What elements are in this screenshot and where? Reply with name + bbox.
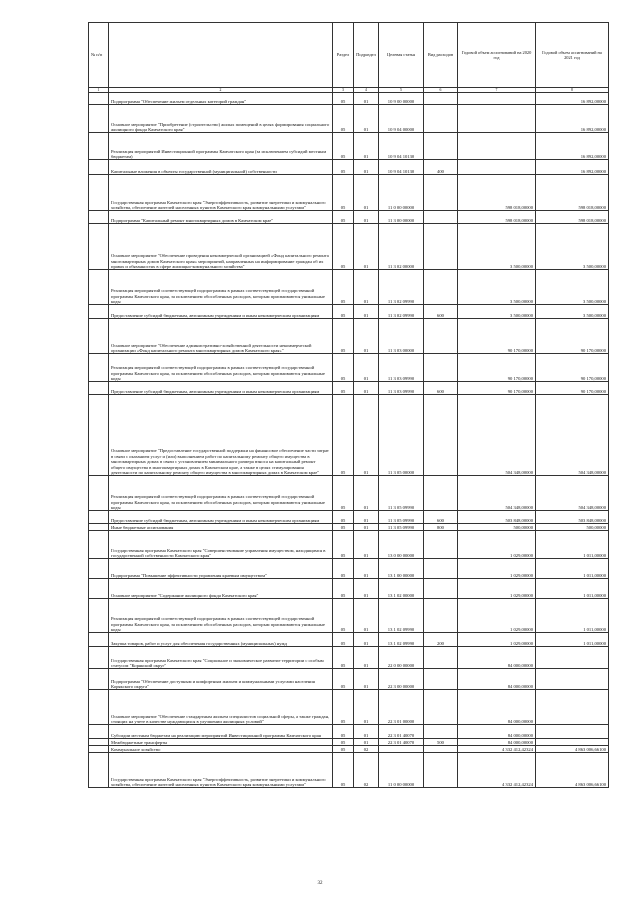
page-number: 32 (317, 881, 323, 886)
row-amount-2020: 598 018,00000 (458, 175, 536, 211)
table-row (89, 739, 609, 746)
row-subsection: 01 (354, 690, 379, 725)
row-amount-2020 (458, 160, 536, 175)
table-row (89, 224, 609, 270)
row-expense-type (424, 647, 458, 669)
row-number (89, 511, 109, 524)
row-subsection: 02 (354, 753, 379, 788)
col-number: 8 (536, 88, 609, 93)
row-amount-2021 (536, 725, 609, 739)
row-subsection: 01 (354, 476, 379, 511)
row-name: Субсидии местным бюджетам на реализацию мероприятий Инвестиционной программы Камчатского края (109, 725, 333, 739)
row-section: 05 (333, 739, 354, 746)
row-amount-2020: 4 332 412,42324 (458, 753, 536, 788)
row-number (89, 647, 109, 669)
row-subsection: 01 (354, 382, 379, 395)
row-target-article: 11 3 05 09990 (379, 476, 424, 511)
table-row (89, 395, 609, 476)
table-row (89, 746, 609, 753)
header-expense-type: Вид расходов (424, 23, 458, 88)
row-subsection: 01 (354, 725, 379, 739)
row-section: 05 (333, 633, 354, 647)
row-expense-type: 600 (424, 305, 458, 319)
row-target-article: 11 0 00 00000 (379, 175, 424, 211)
row-expense-type (424, 753, 458, 788)
row-subsection: 01 (354, 647, 379, 669)
row-amount-2021 (536, 739, 609, 746)
row-name: Подпрограмма "Повышение эффективности управления краевым имуществом" (109, 559, 333, 579)
col-number: 2 (109, 88, 333, 93)
row-amount-2020: 4 332 412,42324 (458, 746, 536, 753)
row-expense-type (424, 725, 458, 739)
row-amount-2021 (536, 669, 609, 690)
row-number (89, 382, 109, 395)
row-section: 05 (333, 647, 354, 669)
row-amount-2021: 598 018,00000 (536, 175, 609, 211)
row-target-article: 11 3 02 00000 (379, 224, 424, 270)
row-target-article: 13 1 02 09990 (379, 633, 424, 647)
row-name: Иные бюджетные ассигнования (109, 524, 333, 531)
row-name: Реализация мероприятий соответствующей подпрограммы в рамках соответствующей государственной программы Камчатского края, за исключением обособленных расходов, которым присваиваются уникальные коды (109, 270, 333, 305)
table-row (89, 633, 609, 647)
header-name (109, 23, 333, 88)
row-name: Основное мероприятие "Содержание жилищного фонда Камчатского края" (109, 579, 333, 599)
row-number (89, 354, 109, 382)
row-number (89, 725, 109, 739)
row-section: 05 (333, 753, 354, 788)
row-amount-2021: 90 170,00000 (536, 319, 609, 354)
col-number: 6 (424, 88, 458, 93)
row-amount-2020 (458, 93, 536, 105)
row-subsection: 01 (354, 319, 379, 354)
table-row (89, 725, 609, 739)
row-number (89, 224, 109, 270)
table-row (89, 382, 609, 395)
row-target-article: 11 3 05 09990 (379, 524, 424, 531)
row-section: 05 (333, 211, 354, 224)
row-amount-2021: 3 500,00000 (536, 224, 609, 270)
row-amount-2021: 4 863 006,66100 (536, 746, 609, 753)
row-name: Государственная программа Камчатского края "Энергоэффективность, развитие энергетики и коммунального хозяйства, обеспечение жителей населенных пунктов Камчатского края коммунальными услугами" (109, 175, 333, 211)
row-name: Основное мероприятие "Приобретение (строительство) жилых помещений в целях формирования социального жилищного фонда Камчатского края" (109, 105, 333, 133)
row-expense-type (424, 270, 458, 305)
row-section: 05 (333, 395, 354, 476)
row-number (89, 690, 109, 725)
table-row (89, 647, 609, 669)
row-number (89, 305, 109, 319)
row-name: Основное мероприятие "Обеспечение проведения некоммерческой организацией «Фонд капитального ремонта многоквартирных домов Камчатского края» мероприятий, направленных на информирование граждан об их правах и обязанностях в сфере жилищно-коммунального хозяйства" (109, 224, 333, 270)
row-name: Реализация мероприятий Инвестиционной программы Камчатского края (за исключением субсидий местным бюджетам) (109, 133, 333, 160)
row-amount-2021: 1 011,00000 (536, 599, 609, 633)
row-expense-type (424, 476, 458, 511)
table-row (89, 319, 609, 354)
row-subsection: 01 (354, 669, 379, 690)
row-target-article: 11 3 02 09990 (379, 305, 424, 319)
row-target-article: 11 3 02 09990 (379, 270, 424, 305)
header-subsection: Подраздел (354, 23, 379, 88)
row-target-article: 11 3 03 09990 (379, 382, 424, 395)
row-subsection: 01 (354, 531, 379, 559)
row-amount-2021: 4 863 006,66100 (536, 753, 609, 788)
row-subsection: 02 (354, 746, 379, 753)
table-row (89, 690, 609, 725)
row-section: 05 (333, 175, 354, 211)
row-amount-2021: 16 892,00000 (536, 133, 609, 160)
row-amount-2020 (458, 105, 536, 133)
row-amount-2020: 1 029,00000 (458, 559, 536, 579)
row-amount-2020: 90 170,00000 (458, 382, 536, 395)
table-row (89, 476, 609, 511)
row-number (89, 175, 109, 211)
row-name: Государственная программа Камчатского края "Социальное и экономическое развитие территории с особым статусом "Корякский округ" (109, 647, 333, 669)
row-subsection: 01 (354, 160, 379, 175)
row-section: 05 (333, 319, 354, 354)
table-row (89, 669, 609, 690)
table-row (89, 511, 609, 524)
row-expense-type (424, 559, 458, 579)
row-amount-2020: 598 018,00000 (458, 211, 536, 224)
row-number (89, 476, 109, 511)
row-target-article: 10 9 04 10130 (379, 160, 424, 175)
row-number (89, 746, 109, 753)
row-subsection: 01 (354, 133, 379, 160)
row-number (89, 753, 109, 788)
row-expense-type: 500 (424, 739, 458, 746)
row-name: Предоставление субсидий бюджетным, автономным учреждениям и иным некоммерческим организациям (109, 511, 333, 524)
row-subsection: 01 (354, 175, 379, 211)
row-section: 05 (333, 746, 354, 753)
row-name: Подпрограмма "Обеспечение доступным и комфортным жильем и коммунальными услугами населения Корякского округа" (109, 669, 333, 690)
row-amount-2021 (536, 690, 609, 725)
row-amount-2020: 500,00000 (458, 524, 536, 531)
row-target-article: 13 0 00 00000 (379, 531, 424, 559)
row-amount-2020: 84 000,00000 (458, 739, 536, 746)
row-amount-2020: 90 170,00000 (458, 319, 536, 354)
table-row (89, 305, 609, 319)
row-expense-type: 600 (424, 511, 458, 524)
row-section: 05 (333, 690, 354, 725)
row-target-article: 10 9 00 00000 (379, 93, 424, 105)
row-target-article: 11 3 05 09990 (379, 511, 424, 524)
row-section: 05 (333, 305, 354, 319)
row-amount-2021: 1 011,00000 (536, 531, 609, 559)
row-subsection: 01 (354, 211, 379, 224)
row-number (89, 93, 109, 105)
row-amount-2021: 16 892,00000 (536, 93, 609, 105)
row-subsection: 01 (354, 511, 379, 524)
row-number (89, 633, 109, 647)
col-number: 3 (333, 88, 354, 93)
row-expense-type (424, 746, 458, 753)
row-target-article: 11 3 03 00000 (379, 319, 424, 354)
row-name: Государственная программа Камчатского края "Совершенствование управления имуществом, находящимся в государственной собственности Камчатского края" (109, 531, 333, 559)
row-section: 05 (333, 559, 354, 579)
row-expense-type (424, 354, 458, 382)
row-name: Коммунальное хозяйство (109, 746, 333, 753)
row-amount-2020: 503 848,00000 (458, 511, 536, 524)
row-target-article: 13 1 02 09990 (379, 599, 424, 633)
row-name: Межбюджетные трансферты (109, 739, 333, 746)
row-subsection: 01 (354, 633, 379, 647)
row-amount-2021: 90 170,00000 (536, 354, 609, 382)
row-name: Реализация мероприятий соответствующей подпрограммы в рамках соответствующей государственной программы Камчатского края, за исключением обособленных расходов, которым присваиваются уникальные коды (109, 476, 333, 511)
row-amount-2020: 1 029,00000 (458, 599, 536, 633)
row-amount-2020: 504 348,00000 (458, 395, 536, 476)
row-amount-2020: 1 029,00000 (458, 531, 536, 559)
budget-table (88, 22, 609, 788)
row-target-article: 11 3 03 09990 (379, 354, 424, 382)
header-row (89, 23, 609, 88)
table-row (89, 354, 609, 382)
row-subsection: 01 (354, 524, 379, 531)
row-amount-2020: 1 029,00000 (458, 633, 536, 647)
row-subsection: 01 (354, 270, 379, 305)
table-row (89, 599, 609, 633)
row-subsection: 01 (354, 559, 379, 579)
row-name: Подпрограмма "Капитальный ремонт многоквартирных домов в Камчатском крае" (109, 211, 333, 224)
row-number (89, 133, 109, 160)
row-amount-2020: 1 029,00000 (458, 579, 536, 599)
row-number (89, 524, 109, 531)
row-target-article: 13 1 02 00000 (379, 579, 424, 599)
row-name: Основное мероприятие "Обеспечение административно-хозяйственной деятельности некоммерческой организации «Фонд капитального ремонта многоквартирных домов Камчатского края»" (109, 319, 333, 354)
row-name: Капитальные вложения в объекты государственной (муниципальной) собственности (109, 160, 333, 175)
row-section: 05 (333, 669, 354, 690)
row-expense-type (424, 93, 458, 105)
row-number (89, 211, 109, 224)
row-amount-2021: 16 892,00000 (536, 160, 609, 175)
row-section: 05 (333, 579, 354, 599)
row-name: Государственная программа Камчатского края "Энергоэффективность, развитие энергетики и коммунального хозяйства, обеспечение жителей населенных пунктов Камчатского края коммунальными услугами" (109, 753, 333, 788)
col-number: 5 (379, 88, 424, 93)
row-name: Предоставление субсидий бюджетным, автономным учреждениям и иным некоммерческим организациям (109, 382, 333, 395)
row-section: 05 (333, 224, 354, 270)
row-expense-type (424, 579, 458, 599)
table-row (89, 270, 609, 305)
row-target-article: 22 3 01 40070 (379, 739, 424, 746)
row-expense-type (424, 211, 458, 224)
row-number (89, 395, 109, 476)
row-amount-2021: 500,00000 (536, 524, 609, 531)
row-target-article: 10 9 04 10130 (379, 133, 424, 160)
row-subsection: 01 (354, 599, 379, 633)
row-amount-2020: 84 000,00000 (458, 647, 536, 669)
row-amount-2021: 3 500,00000 (536, 270, 609, 305)
col-number: 1 (89, 88, 109, 93)
row-expense-type (424, 395, 458, 476)
row-section: 05 (333, 160, 354, 175)
row-subsection: 01 (354, 579, 379, 599)
row-amount-2020: 504 348,00000 (458, 476, 536, 511)
row-amount-2020: 3 500,00000 (458, 224, 536, 270)
row-amount-2021: 3 500,00000 (536, 305, 609, 319)
row-amount-2021: 1 011,00000 (536, 633, 609, 647)
row-section: 05 (333, 476, 354, 511)
row-amount-2021: 503 848,00000 (536, 511, 609, 524)
row-expense-type (424, 531, 458, 559)
row-amount-2020: 84 000,00000 (458, 669, 536, 690)
table-body (89, 93, 609, 788)
row-subsection: 01 (354, 224, 379, 270)
row-target-article: 10 9 04 00000 (379, 105, 424, 133)
row-number (89, 531, 109, 559)
row-name: Реализация мероприятий соответствующей подпрограммы в рамках соответствующей государственной программы Камчатского края, за исключением обособленных расходов, которым присваиваются уникальные коды (109, 599, 333, 633)
table-row (89, 531, 609, 559)
table-row (89, 105, 609, 133)
col-number: 4 (354, 88, 379, 93)
row-amount-2020: 90 170,00000 (458, 354, 536, 382)
row-amount-2021: 504 348,00000 (536, 476, 609, 511)
row-expense-type (424, 175, 458, 211)
row-number (89, 319, 109, 354)
row-amount-2021: 1 011,00000 (536, 559, 609, 579)
row-subsection: 01 (354, 739, 379, 746)
row-target-article: 11 3 05 00000 (379, 395, 424, 476)
row-subsection: 01 (354, 395, 379, 476)
row-section: 05 (333, 382, 354, 395)
row-subsection: 01 (354, 105, 379, 133)
row-target-article: 13 1 00 00000 (379, 559, 424, 579)
row-amount-2020: 84 000,00000 (458, 690, 536, 725)
row-section: 05 (333, 105, 354, 133)
row-number (89, 669, 109, 690)
row-section: 05 (333, 354, 354, 382)
table-row (89, 524, 609, 531)
row-expense-type (424, 690, 458, 725)
row-amount-2020 (458, 133, 536, 160)
table-row (89, 211, 609, 224)
row-amount-2020: 84 000,00000 (458, 725, 536, 739)
row-section: 05 (333, 524, 354, 531)
row-amount-2020: 3 500,00000 (458, 270, 536, 305)
row-amount-2020: 3 500,00000 (458, 305, 536, 319)
row-subsection: 01 (354, 305, 379, 319)
row-section: 05 (333, 93, 354, 105)
row-target-article: 11 3 00 00000 (379, 211, 424, 224)
row-expense-type: 200 (424, 633, 458, 647)
row-expense-type (424, 319, 458, 354)
row-name: Предоставление субсидий бюджетным, автономным учреждениям и иным некоммерческим организациям (109, 305, 333, 319)
row-number (89, 559, 109, 579)
row-name: Реализация мероприятий соответствующей подпрограммы в рамках соответствующей государственной программы Камчатского края, за исключением обособленных расходов, которым присваиваются уникальные коды (109, 354, 333, 382)
table-row (89, 559, 609, 579)
row-section: 05 (333, 599, 354, 633)
row-section: 05 (333, 511, 354, 524)
row-number (89, 160, 109, 175)
row-name: Основное мероприятие "Предоставление государственной поддержки на финансовое обеспечение части затрат в связи с оказанием услуг и (или) выполнением работ по капитальному ремонту общего имущества в многоквартирных домах в связи с установлением минимального размера взноса на капитальный ремонт общего имущества в многоквартирных домах в Камчатском крае, а также в целях стимулирования деятельности по капитальному ремонту общего имущества в многоквартирных домах в Камчатском крае" (109, 395, 333, 476)
row-amount-2021: 90 170,00000 (536, 382, 609, 395)
row-number (89, 270, 109, 305)
row-subsection: 01 (354, 354, 379, 382)
row-amount-2021: 504 348,00000 (536, 395, 609, 476)
row-number (89, 599, 109, 633)
row-expense-type (424, 133, 458, 160)
row-expense-type: 800 (424, 524, 458, 531)
header-target-article: Целевая статья (379, 23, 424, 88)
row-name: Подпрограмма "Обеспечение жильем отдельных категорий граждан" (109, 93, 333, 105)
row-number (89, 579, 109, 599)
row-target-article (379, 746, 424, 753)
col-number: 7 (458, 88, 536, 93)
row-number (89, 739, 109, 746)
row-section: 05 (333, 531, 354, 559)
row-target-article: 22 3 00 00000 (379, 669, 424, 690)
row-amount-2021: 598 018,00000 (536, 211, 609, 224)
table-row (89, 579, 609, 599)
row-expense-type (424, 105, 458, 133)
table-row (89, 753, 609, 788)
row-target-article: 22 3 01 40070 (379, 725, 424, 739)
row-section: 05 (333, 270, 354, 305)
row-expense-type (424, 669, 458, 690)
row-name: Основное мероприятие "Обеспечение стандартным жильем специалистов социальной сферы, а также граждан, стоящих на учете в качестве нуждающихся в улучшении жилищных условий" (109, 690, 333, 725)
row-target-article: 22 3 01 00000 (379, 690, 424, 725)
table-row (89, 93, 609, 105)
table-row (89, 133, 609, 160)
row-amount-2021 (536, 647, 609, 669)
header-num: № п/п (89, 23, 109, 88)
header-amount-2020: Годовой объем ассигнований на 2020 год (458, 23, 536, 88)
row-amount-2021: 16 892,00000 (536, 105, 609, 133)
row-number (89, 105, 109, 133)
row-expense-type (424, 224, 458, 270)
header-section: Раздел (333, 23, 354, 88)
row-amount-2021: 1 011,00000 (536, 579, 609, 599)
row-subsection: 01 (354, 93, 379, 105)
table-row (89, 160, 609, 175)
row-section: 05 (333, 133, 354, 160)
header-amount-2021: Годовой объем ассигнований на 2021 год (536, 23, 609, 88)
table-row (89, 175, 609, 211)
row-expense-type: 400 (424, 160, 458, 175)
row-expense-type (424, 599, 458, 633)
row-target-article: 11 0 00 00000 (379, 753, 424, 788)
row-expense-type: 600 (424, 382, 458, 395)
row-name: Закупка товаров, работ и услуг для обеспечения государственных (муниципальных) нужд (109, 633, 333, 647)
row-section: 05 (333, 725, 354, 739)
row-target-article: 22 0 00 00000 (379, 647, 424, 669)
